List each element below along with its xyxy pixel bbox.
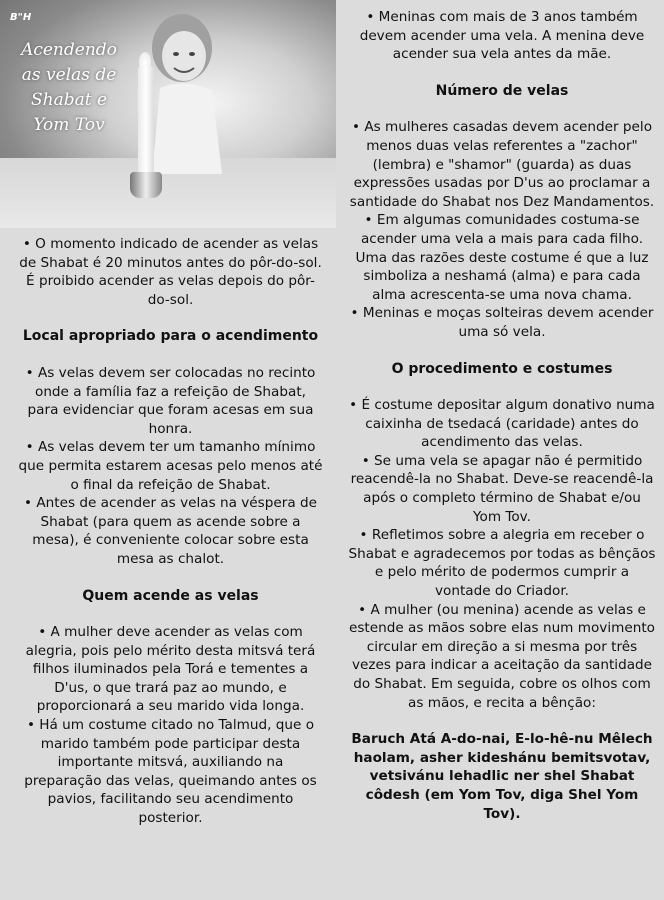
list-item: • Em algumas comunidades costuma-se acender uma vela a mais para cada filho. Uma das razões deste costume é que a luz simboliza a neshamá (alma) e para cada alma acrescenta-se uma nova chama. bbox=[355, 212, 649, 303]
section-heading-quem: Quem acende as velas bbox=[82, 587, 259, 604]
page-title: Acendendo as velas de Shabat e Yom Tov bbox=[21, 40, 117, 135]
list-item: • Meninas e moças solteiras devem acender uma só vela. bbox=[350, 305, 654, 340]
list-item: • As velas devem ter um tamanho mínimo que permita estarem acesas pelo menos até o final da refeição de Shabat. bbox=[18, 439, 323, 493]
list-item: • A mulher (ou menina) acende as velas e estende as mãos sobre elas num movimento circular em direção a si mesma por três vezes para indicar a aceitação da santidade do Shabat. Em seguida, cobre os olhos com as mãos, e recita a bênção: bbox=[348, 601, 655, 711]
list-item: • As mulheres casadas devem acender pelo menos duas velas referentes a "zachor" (lembra) e "shamor" (guarda) as duas expressões usadas por D'us ao proclamar a santidade do Shabat nos Dez Mandamentos. bbox=[349, 119, 655, 210]
section-heading-procedimento: O procedimento e costumes bbox=[391, 360, 613, 377]
section-heading-local: Local apropriado para o acendimento bbox=[22, 328, 319, 345]
section-heading-numero: Número de velas bbox=[435, 82, 569, 99]
list-item: • As velas devem ser colocadas no recinto onde a família faz a refeição de Shabat, para evidenciar que foram acesas em sua honra. bbox=[25, 364, 316, 437]
right-column bbox=[336, 0, 664, 900]
candle bbox=[138, 66, 154, 176]
girl-candle-photo bbox=[0, 0, 336, 228]
blessing-text: Baruch Atá A-do-nai, E-lo-hê-nu Mêlech haolam, asher kideshánu bemitsvotav, vetsivánu lehadlic ner shel Shabat côdesh (em Yom Tov, diga Shel Yom Tov). bbox=[351, 731, 653, 822]
left-text bbox=[18, 235, 323, 828]
bh-mark: B"H bbox=[10, 12, 32, 23]
list-item: • Há um costume citado no Talmud, que o marido também pode participar desta importante mitsvá, auxiliando na preparação das velas, queimando antes os pavios, facilitando seu acendimento posterior. bbox=[24, 717, 317, 827]
list-item: • Refletimos sobre a alegria em receber o Shabat e agradecemos por todas as bênçãos e pelo mérito de podermos cumprir a vontade do Criador. bbox=[348, 527, 656, 600]
list-item: • É costume depositar algum donativo numa caixinha de tsedacá (caridade) antes do acendimento das velas. bbox=[349, 397, 655, 451]
candle-holder bbox=[130, 172, 162, 198]
list-item: • Se uma vela se apagar não é permitido reacendê-la no Shabat. Deve-se reacendê-la após o completo término de Shabat e/ou Yom Tov. bbox=[350, 452, 654, 525]
list-item: • A mulher deve acender as velas com alegria, pois pelo mérito desta mitsvá terá filhos iluminados pela Torá e tementes a D'us, o que trará paz ao mundo, e proporcionará a seu marido vida longa. bbox=[25, 624, 316, 715]
right-text bbox=[348, 8, 656, 823]
list-item: • Meninas com mais de 3 anos também devem acender uma vela. A menina deve acender sua vela antes da mãe. bbox=[359, 9, 645, 63]
list-item: • Antes de acender as velas na véspera de Shabat (para quem as acende sobre a mesa), é conveniente colocar sobre esta mesa as chalot. bbox=[24, 495, 317, 567]
intro-paragraph: • O momento indicado de acender as velas de Shabat é 20 minutos antes do pôr-do-sol. É proibido acender as velas depois do pôr-do-sol. bbox=[19, 236, 322, 308]
